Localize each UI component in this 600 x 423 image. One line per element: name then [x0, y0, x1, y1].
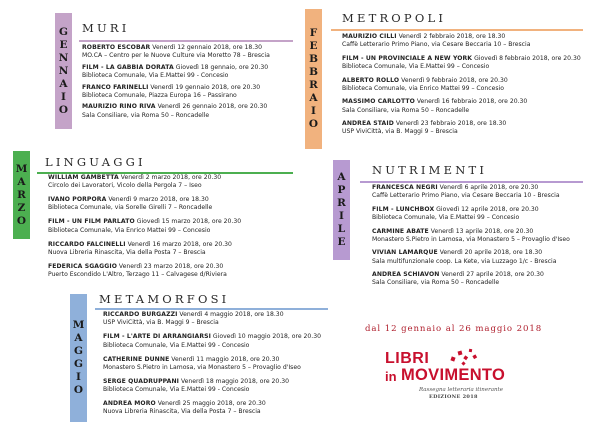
month-letter: F [309, 27, 318, 39]
event-item [342, 120, 506, 137]
event-venue: Biblioteca Comunale, Via E.Mattei 99 - Concesio [103, 341, 250, 349]
logo-in-text: in [385, 369, 397, 384]
month-tab-aprile [333, 160, 350, 260]
event-speaker: ALBERTO ROLLO [342, 76, 400, 84]
event-venue: Biblioteca Comunale, Via E.Mattei 99 – Concesio [372, 214, 520, 222]
event-venue: Biblioteca Comunale, via Sorelle Girelli 7 – Roncadelle [48, 204, 213, 212]
event-item [342, 98, 527, 115]
logo-edition: EDIZIONE 2018 [429, 394, 478, 400]
month-letter: E [337, 236, 346, 248]
event-datetime: Giovedì 18 gennaio, ore 20.30 [173, 63, 269, 71]
month-letter: B [309, 53, 318, 65]
month-tab-marzo [13, 151, 30, 239]
event-venue: Monastero S.Pietro in Lamosa, via Monastero 5 – Provaglio d'Iseo [103, 363, 301, 371]
month-letter: Z [17, 201, 26, 214]
month-letter: E [59, 38, 68, 51]
section-title-nutrimenti: NUTRIMENTI [372, 163, 488, 177]
event-speaker: MASSIMO CARLOTTO [342, 98, 415, 106]
event-speaker: FRANCESCA NEGRI [372, 184, 438, 191]
event-speaker: ANDREA SCHIAVON [372, 271, 440, 279]
section-title-metropoli: METROPOLI [342, 11, 447, 25]
section-title-linguaggi: LINGUAGGI [45, 155, 146, 169]
event-datetime: Venerdì 12 gennaio 2018, ore 18.30 [150, 44, 262, 51]
event-speaker: ANDREA MORO [103, 400, 156, 408]
libri-in-movimento-logo [379, 347, 519, 419]
month-letter: G [74, 345, 83, 357]
event-speaker: CATHERINE DUNNE [103, 355, 170, 363]
event-speaker: SERGE QUADRUPPANI [103, 377, 180, 385]
month-tab-gennaio [55, 13, 72, 129]
month-letter: O [16, 214, 27, 227]
event-speaker: MAURIZIO CILLI [342, 33, 397, 40]
event-speaker: FILM - LA GABBIA DORATA [82, 63, 174, 71]
event-venue: Monastero S.Pietro in Lamosa, via Monastero 5 – Provaglio d'Iseo [372, 235, 570, 243]
event-item [103, 400, 266, 417]
event-datetime: Venerdì 2 marzo 2018, ore 20.30 [118, 174, 222, 181]
event-speaker: ROBERTO ESCOBAR [82, 44, 151, 51]
event-datetime: Venerdì 4 maggio 2018, ore 18.30 [177, 311, 284, 318]
event-datetime: Venerdì 9 marzo 2018, ore 18.30 [106, 196, 209, 204]
event-venue: Sala Consiliare, via Roma 50 – Roncadelle [82, 111, 210, 119]
event-datetime: Venerdì 25 maggio 2018, ore 20.30 [155, 400, 266, 408]
event-item [103, 356, 301, 373]
event-venue: Biblioteca Comunale, Via Enrico Mattei 99 – Concesio [48, 226, 211, 234]
event-venue: Puerto Escondido L'Altro, Terzago 11 – Calvagese d/Riviera [48, 271, 227, 279]
event-venue: Nuova Libreria Rinascita, Via della Posta 7 – Brescia [103, 408, 261, 416]
month-letter: L [337, 223, 346, 235]
event-item [342, 77, 508, 94]
event-venue: Sala Consiliare, via Roma 50 – Roncadelle [342, 106, 470, 114]
event-datetime: Venerdì 27 aprile 2018, ore 20.30 [439, 271, 544, 279]
event-speaker: RICCARDO FALCINELLI [48, 240, 126, 248]
event-datetime: Venerdì 20 aprile 2018, ore 18.30 [437, 249, 543, 257]
logo-movimento-text: MOVIMENTO [401, 366, 506, 384]
month-letter: O [73, 384, 84, 396]
event-item [82, 44, 270, 61]
month-letter: A [309, 92, 318, 104]
month-letter: G [74, 358, 83, 370]
event-speaker: VIVIAN LAMARQUE [372, 249, 438, 257]
event-datetime: Venerdì 16 febbraio 2018, ore 20.30 [414, 98, 528, 106]
event-item [372, 249, 556, 266]
event-item [48, 174, 221, 191]
section-rule-muri [79, 40, 293, 42]
month-letter: O [308, 118, 319, 130]
month-letter: M [72, 319, 85, 331]
event-venue: Caffè Letterario Primo Piano, via Cesare Beccaria 10 - Brescia [372, 192, 560, 200]
event-item [82, 84, 260, 101]
section-title-metamorfosi: METAMORFOSI [99, 292, 230, 306]
month-letter: A [59, 77, 68, 90]
event-item [82, 64, 268, 81]
event-item [48, 218, 241, 235]
section-rule-metropoli [331, 29, 583, 31]
event-speaker: RICCARDO BURGAZZI [103, 311, 178, 318]
month-letter: R [337, 197, 346, 209]
month-letter: I [339, 210, 344, 222]
event-datetime: Venerdì 13 aprile 2018, ore 20.30 [428, 227, 534, 235]
event-item [372, 184, 560, 201]
event-datetime: Venerdì 16 marzo 2018, ore 20.30 [125, 240, 232, 248]
event-speaker: CARMINE ABATE [372, 227, 429, 235]
event-datetime: Venerdì 18 maggio 2018, ore 20.30 [179, 377, 290, 385]
event-speaker: FILM - L'ARTE DI ARRANGIARSI [103, 333, 211, 341]
month-letter: P [337, 184, 346, 196]
event-datetime: Venerdì 23 febbraio 2018, ore 18.30 [393, 120, 507, 128]
event-venue: Biblioteca Comunale, Via E.Mattei 99 - Concesio [82, 72, 229, 80]
month-tab-maggio [70, 294, 87, 422]
section-rule-metamorfosi [95, 308, 328, 310]
event-speaker: ANDREA STAID [342, 120, 394, 128]
event-item [103, 378, 289, 395]
month-letter: O [58, 103, 69, 116]
event-venue: Biblioteca Comunale, Via E.Mattei 99 - Concesio [103, 386, 250, 394]
event-item [48, 196, 212, 213]
event-datetime: Giovedì 12 aprile 2018, ore 20.30 [434, 205, 539, 213]
event-item [372, 228, 570, 245]
month-letter: G [59, 25, 68, 38]
section-title-muri: MURI [82, 21, 130, 35]
event-venue: Nuova Libreria Rinascita, Via della Posta 7 – Brescia [48, 248, 206, 256]
event-item [48, 241, 232, 258]
event-venue: Biblioteca Comunale, Via E.Mattei 99 – Concesio [342, 63, 490, 71]
event-venue: Sala multifunzionale coop. La Kete, via Luzzago 1/c - Brescia [372, 257, 557, 265]
event-speaker: FILM - LUNCHBOX [372, 205, 435, 213]
event-datetime: Venerdì 6 aprile 2018, ore 20.30 [437, 184, 539, 191]
event-speaker: FEDERICA SGAGGIO [48, 262, 117, 270]
event-datetime: Giovedì 15 marzo 2018, ore 20.30 [134, 218, 242, 226]
event-item [82, 103, 267, 120]
event-item [103, 333, 321, 350]
month-letter: I [311, 105, 316, 117]
logo-tagline: Rassegna letteraria itinerante [419, 387, 503, 393]
date-range: dal 12 gennaio al 26 maggio 2018 [365, 324, 543, 334]
month-letter: A [17, 175, 26, 188]
event-item [342, 55, 581, 72]
event-venue: USP ViviCittà, via B. Maggi 9 – Brescia [342, 128, 458, 136]
event-speaker: WILLIAM GAMBETTA [48, 174, 119, 181]
month-letter: M [15, 162, 28, 175]
month-letter: I [61, 90, 66, 103]
month-letter: E [309, 40, 318, 52]
event-venue: USP ViviCittà, via B. Maggi 9 – Brescia [103, 319, 219, 327]
event-speaker: FRANCO FARINELLI [82, 83, 149, 91]
month-letter: R [17, 188, 26, 201]
event-venue: Biblioteca Comunale, via Enrico Mattei 99 – Concesio [342, 84, 504, 92]
event-datetime: Venerdì 9 febbraio 2018, ore 20.30 [399, 76, 508, 84]
event-venue: MO.CA – Centro per le Nuove Culture via Moretto 78 – Brescia [82, 52, 270, 60]
event-datetime: Venerdì 19 gennaio 2018, ore 20.30 [148, 83, 261, 91]
event-speaker: IVANO PORPORA [48, 196, 107, 204]
month-letter: A [74, 332, 83, 344]
event-speaker: FILM - UN FILM PARLATO [48, 218, 135, 226]
event-datetime: Venerdì 11 maggio 2018, ore 20.30 [169, 355, 280, 363]
event-venue: Circolo dei Lavoratori, Vicolo della Pergola 7 – Iseo [48, 182, 202, 190]
event-datetime: Venerdì 23 marzo 2018, ore 20.30 [116, 262, 224, 270]
event-speaker: FILM - UN PROVINCIALE A NEW YORK [342, 54, 473, 62]
event-venue: Caffè Letterario Primo Piano, via Cesare Beccaria 10 – Brescia [342, 41, 531, 49]
event-item [372, 271, 544, 288]
month-letter: A [337, 171, 346, 183]
section-rule-nutrimenti [360, 181, 583, 183]
event-venue: Biblioteca Comunale, Piazza Europa 16 – Passirano [82, 91, 237, 99]
event-item [48, 263, 227, 280]
event-item [342, 33, 530, 50]
event-venue: Sala Consiliare, via Roma 50 – Roncadelle [372, 279, 500, 287]
month-letter: R [309, 79, 318, 91]
month-tab-febbraio [305, 9, 322, 149]
month-letter: I [76, 371, 81, 383]
event-datetime: Giovedì 10 maggio 2018, ore 20.30 [210, 333, 321, 341]
month-letter: B [309, 66, 318, 78]
event-datetime: Giovedì 8 febbraio 2018, ore 20.30 [472, 54, 581, 62]
event-datetime: Venerdì 26 gennaio 2018, ore 20.30 [155, 103, 268, 111]
event-item [372, 206, 539, 223]
event-datetime: Venerdì 2 febbraio 2018, ore 18.30 [396, 33, 506, 40]
month-letter: N [58, 51, 69, 64]
event-speaker: MAURIZIO RINO RIVA [82, 103, 156, 111]
month-letter: N [58, 64, 69, 77]
event-item [103, 311, 284, 328]
logo-libri-text: LIBRI [385, 350, 430, 367]
